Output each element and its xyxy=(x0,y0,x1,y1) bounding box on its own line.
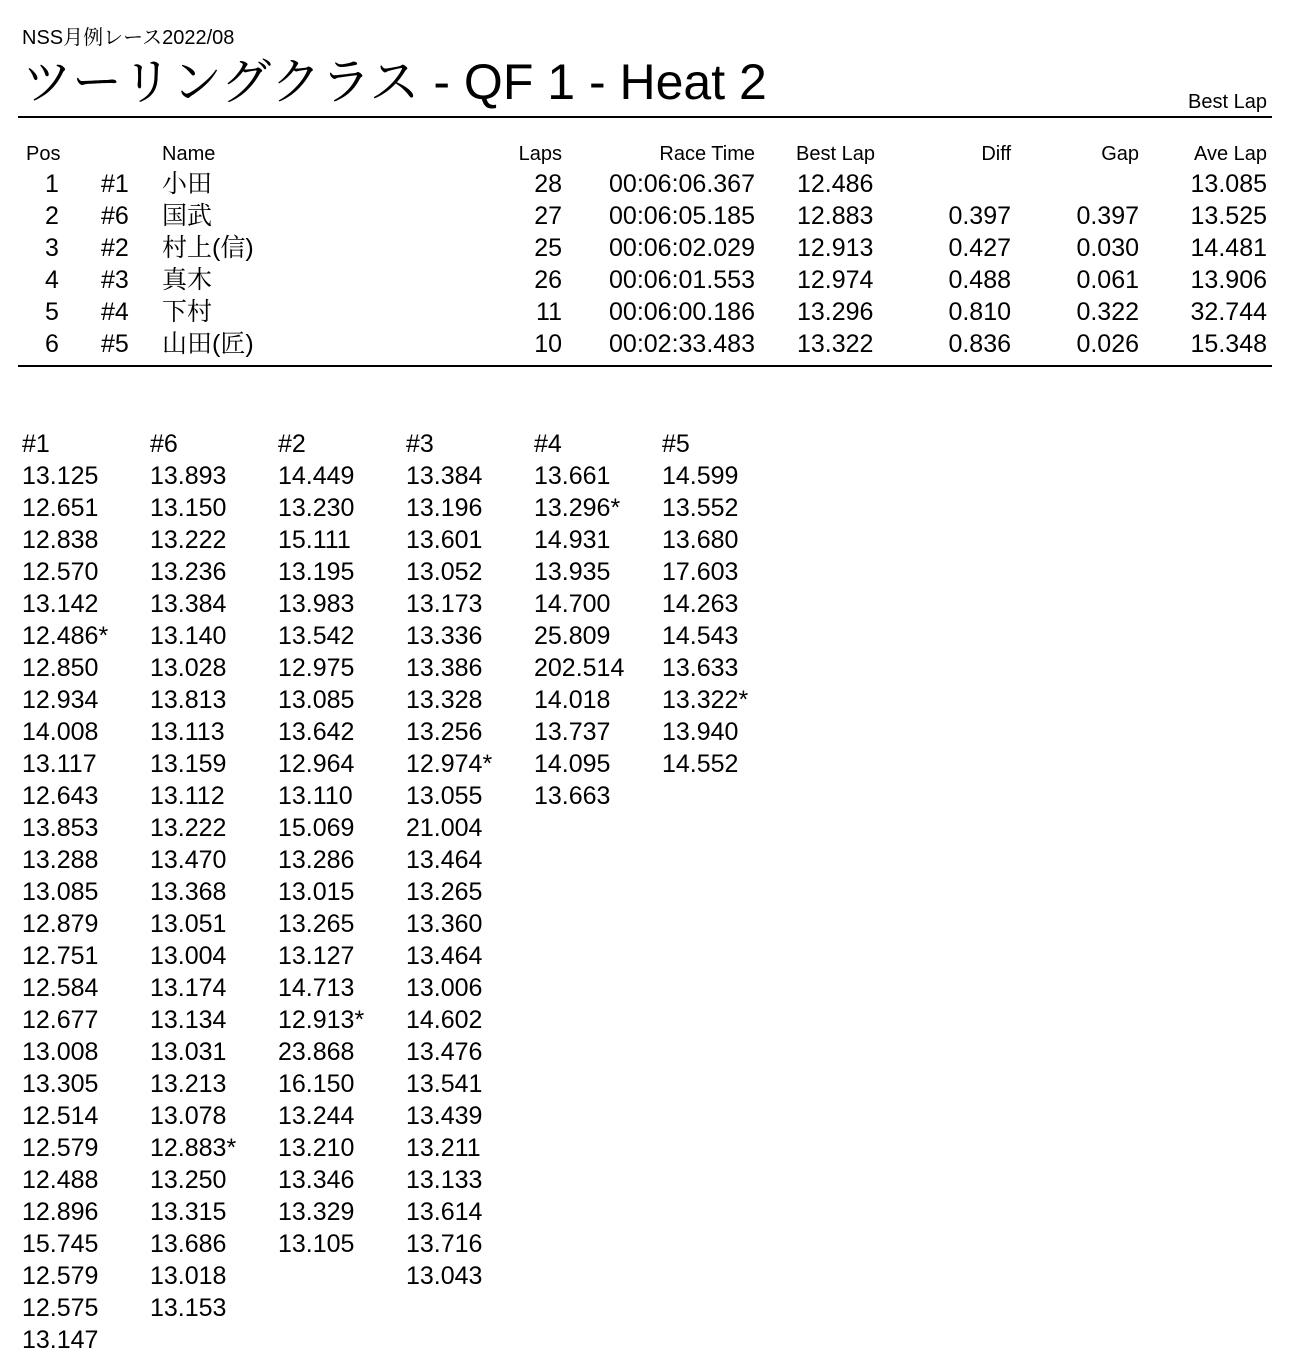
results-table xyxy=(0,142,1299,360)
lap-time: 14.095 xyxy=(534,750,611,778)
lap-time: 13.286 xyxy=(278,846,355,874)
lap-time: 12.850 xyxy=(22,654,99,682)
result-best-lap: 12.883 xyxy=(797,202,874,230)
lap-time: 14.449 xyxy=(278,462,355,490)
lap-time: 12.514 xyxy=(22,1102,99,1130)
lap-time: 13.346 xyxy=(278,1166,355,1194)
lap-time: 13.051 xyxy=(150,910,227,938)
lap-time: 13.105 xyxy=(278,1230,355,1258)
lap-time: 15.111 xyxy=(278,526,351,554)
result-best-lap: 13.322 xyxy=(797,330,874,358)
result-gap: 0.322 xyxy=(1076,298,1139,326)
lap-time: 13.386 xyxy=(406,654,483,682)
lap-time: 13.305 xyxy=(22,1070,99,1098)
lap-time: 14.700 xyxy=(534,590,611,618)
lap-time: 12.579 xyxy=(22,1134,99,1162)
result-row xyxy=(0,168,1299,200)
lap-time: 13.085 xyxy=(278,686,355,714)
result-laps: 27 xyxy=(534,202,562,230)
lap-time: 13.716 xyxy=(406,1230,483,1258)
result-driver-name: 真木 xyxy=(162,266,213,294)
results-body xyxy=(0,168,1299,360)
lap-time: 13.230 xyxy=(278,494,355,522)
result-ave-lap: 32.744 xyxy=(1190,298,1267,326)
lap-time: 13.328 xyxy=(406,686,483,714)
lap-time: 13.464 xyxy=(406,846,483,874)
result-diff: 0.397 xyxy=(948,202,1011,230)
lap-time: 14.552 xyxy=(662,750,739,778)
lap-time: 13.134 xyxy=(150,1006,227,1034)
lap-time: 202.514 xyxy=(534,654,625,682)
lap-time: 13.110 xyxy=(278,782,353,810)
lap-time: 13.614 xyxy=(406,1198,483,1226)
page-title: ツーリングクラス - QF 1 - Heat 2 xyxy=(22,54,767,110)
lap-time: 12.838 xyxy=(22,526,99,554)
lap-time: 13.542 xyxy=(278,622,355,650)
result-best-lap: 12.974 xyxy=(797,266,874,294)
lap-time: 13.384 xyxy=(406,462,483,490)
result-driver-name: 山田(匠) xyxy=(162,330,254,358)
result-driver-name: 国武 xyxy=(162,202,213,230)
lap-time: 12.651 xyxy=(22,494,99,522)
header-race-time: Race Time xyxy=(659,143,755,165)
result-diff: 0.810 xyxy=(948,298,1011,326)
results-header-row xyxy=(0,142,1299,166)
lap-time: 12.751 xyxy=(22,942,99,970)
lap-time: 13.384 xyxy=(150,590,227,618)
lap-time: 17.603 xyxy=(662,558,739,586)
lap-time: 13.661 xyxy=(534,462,611,490)
lap-column xyxy=(406,428,531,1292)
lap-column-header: #2 xyxy=(278,430,306,458)
lap-time: 13.315 xyxy=(150,1198,227,1226)
lap-time: 13.368 xyxy=(150,878,227,906)
lap-time: 13.893 xyxy=(150,462,227,490)
result-row xyxy=(0,264,1299,296)
lap-time: 12.883* xyxy=(150,1134,237,1162)
result-row xyxy=(0,232,1299,264)
result-row xyxy=(0,328,1299,360)
lap-time: 12.975 xyxy=(278,654,355,682)
lap-time: 13.541 xyxy=(406,1070,483,1098)
result-race-time: 00:06:00.186 xyxy=(609,298,755,326)
lap-time: 13.329 xyxy=(278,1198,355,1226)
lap-time: 13.052 xyxy=(406,558,483,586)
result-race-time: 00:06:05.185 xyxy=(609,202,755,230)
lap-time: 12.677 xyxy=(22,1006,99,1034)
lap-time: 13.006 xyxy=(406,974,483,1002)
lap-time: 13.196 xyxy=(406,494,483,522)
lap-column-header: #5 xyxy=(662,430,690,458)
lap-time: 12.964 xyxy=(278,750,355,778)
lap-time: 15.745 xyxy=(22,1230,99,1258)
lap-time: 13.250 xyxy=(150,1166,227,1194)
lap-time: 13.642 xyxy=(278,718,355,746)
lap-time: 13.211 xyxy=(406,1134,481,1162)
result-race-time: 00:06:01.553 xyxy=(609,266,755,294)
result-best-lap: 12.913 xyxy=(797,234,874,262)
result-ave-lap: 13.906 xyxy=(1190,266,1267,294)
lap-time: 13.265 xyxy=(406,878,483,906)
lap-time: 13.601 xyxy=(406,526,483,554)
result-row xyxy=(0,296,1299,328)
lap-column xyxy=(662,428,787,780)
lap-time: 25.809 xyxy=(534,622,611,650)
lap-time: 13.265 xyxy=(278,910,355,938)
header-gap: Gap xyxy=(1101,143,1139,165)
lap-time: 13.256 xyxy=(406,718,483,746)
lap-time: 12.643 xyxy=(22,782,99,810)
lap-time: 13.112 xyxy=(150,782,225,810)
result-race-time: 00:02:33.483 xyxy=(609,330,755,358)
lap-time: 13.195 xyxy=(278,558,355,586)
event-subtitle: NSS月例レース2022/08 xyxy=(22,27,235,49)
lap-time: 13.236 xyxy=(150,558,227,586)
lap-time: 13.222 xyxy=(150,814,227,842)
lap-column-header: #4 xyxy=(534,430,562,458)
result-ave-lap: 13.525 xyxy=(1190,202,1267,230)
lap-time: 12.570 xyxy=(22,558,99,586)
lap-time: 12.913* xyxy=(278,1006,365,1034)
lap-time: 12.579 xyxy=(22,1262,99,1290)
result-laps: 11 xyxy=(536,298,562,326)
lap-time: 13.663 xyxy=(534,782,611,810)
result-car-number: #2 xyxy=(101,234,129,262)
lap-column xyxy=(278,428,403,1260)
lap-time: 13.153 xyxy=(150,1294,227,1322)
result-driver-name: 下村 xyxy=(162,298,213,326)
result-race-time: 00:06:06.367 xyxy=(609,170,755,198)
lap-time: 13.737 xyxy=(534,718,611,746)
lap-time: 14.602 xyxy=(406,1006,483,1034)
result-diff: 0.836 xyxy=(948,330,1011,358)
lap-time: 12.575 xyxy=(22,1294,99,1322)
lap-time: 13.244 xyxy=(278,1102,355,1130)
lap-time: 13.008 xyxy=(22,1038,99,1066)
result-laps: 25 xyxy=(534,234,562,262)
result-car-number: #6 xyxy=(101,202,129,230)
lap-time: 13.133 xyxy=(406,1166,483,1194)
lap-time: 14.599 xyxy=(662,462,739,490)
lap-time: 13.127 xyxy=(278,942,355,970)
result-gap: 0.061 xyxy=(1076,266,1139,294)
result-laps: 28 xyxy=(534,170,562,198)
result-ave-lap: 14.481 xyxy=(1190,234,1267,262)
lap-time: 13.633 xyxy=(662,654,739,682)
result-laps: 10 xyxy=(534,330,562,358)
result-best-lap: 13.296 xyxy=(797,298,874,326)
lap-time: 13.055 xyxy=(406,782,483,810)
lap-column-header: #3 xyxy=(406,430,434,458)
lap-column xyxy=(22,428,147,1356)
lap-time: 13.360 xyxy=(406,910,483,938)
sort-label: Best Lap xyxy=(1188,91,1267,113)
lap-time: 13.004 xyxy=(150,942,227,970)
lap-time: 13.085 xyxy=(22,878,99,906)
lap-time: 13.680 xyxy=(662,526,739,554)
lap-time: 13.464 xyxy=(406,942,483,970)
lap-time: 13.288 xyxy=(22,846,99,874)
lap-time: 13.940 xyxy=(662,718,739,746)
lap-time: 12.879 xyxy=(22,910,99,938)
result-car-number: #5 xyxy=(101,330,129,358)
result-car-number: #3 xyxy=(101,266,129,294)
lap-time: 13.322* xyxy=(662,686,749,714)
result-ave-lap: 13.085 xyxy=(1190,170,1267,198)
header-diff: Diff xyxy=(981,143,1011,165)
result-race-time: 00:06:02.029 xyxy=(609,234,755,262)
lap-time: 12.934 xyxy=(22,686,99,714)
result-pos: 2 xyxy=(45,202,59,230)
lap-column xyxy=(150,428,275,1324)
result-driver-name: 村上(信) xyxy=(162,234,254,262)
lap-time: 13.296* xyxy=(534,494,621,522)
header-ave-lap: Ave Lap xyxy=(1193,143,1267,165)
lap-time: 23.868 xyxy=(278,1038,355,1066)
result-best-lap: 12.486 xyxy=(797,170,874,198)
result-ave-lap: 15.348 xyxy=(1190,330,1267,358)
lap-time: 13.150 xyxy=(150,494,227,522)
lap-time: 14.018 xyxy=(534,686,611,714)
lap-time: 13.125 xyxy=(22,462,99,490)
lap-time: 12.488 xyxy=(22,1166,99,1194)
lap-column xyxy=(534,428,659,812)
lap-time: 13.117 xyxy=(22,750,97,778)
lap-time: 13.173 xyxy=(406,590,483,618)
lap-time: 13.142 xyxy=(22,590,99,618)
result-gap: 0.397 xyxy=(1076,202,1139,230)
lap-time: 13.336 xyxy=(406,622,483,650)
lap-time: 12.584 xyxy=(22,974,99,1002)
lap-time: 13.028 xyxy=(150,654,227,682)
lap-time: 13.140 xyxy=(150,622,227,650)
header-name: Name xyxy=(162,143,216,165)
header-best-lap: Best Lap xyxy=(796,143,875,165)
lap-time: 13.439 xyxy=(406,1102,483,1130)
result-pos: 5 xyxy=(45,298,59,326)
lap-time: 13.174 xyxy=(150,974,227,1002)
result-pos: 1 xyxy=(45,170,59,198)
result-pos: 3 xyxy=(45,234,59,262)
lap-time: 13.222 xyxy=(150,526,227,554)
result-diff: 0.488 xyxy=(948,266,1011,294)
lap-time: 13.213 xyxy=(150,1070,227,1098)
result-car-number: #1 xyxy=(101,170,129,198)
lap-time: 13.552 xyxy=(662,494,739,522)
result-car-number: #4 xyxy=(101,298,129,326)
result-driver-name: 小田 xyxy=(162,170,213,198)
result-pos: 6 xyxy=(45,330,59,358)
result-row xyxy=(0,200,1299,232)
lap-time: 14.263 xyxy=(662,590,739,618)
lap-time: 12.974* xyxy=(406,750,493,778)
lap-time: 13.147 xyxy=(22,1326,99,1354)
result-laps: 26 xyxy=(534,266,562,294)
lap-time: 13.476 xyxy=(406,1038,483,1066)
lap-time: 12.896 xyxy=(22,1198,99,1226)
lap-time: 13.935 xyxy=(534,558,611,586)
lap-time: 14.713 xyxy=(278,974,355,1002)
lap-time: 14.543 xyxy=(662,622,739,650)
lap-time: 13.043 xyxy=(406,1262,483,1290)
lap-time: 21.004 xyxy=(406,814,483,842)
lap-time: 13.015 xyxy=(278,878,355,906)
lap-time: 14.931 xyxy=(534,526,611,554)
lap-time: 13.078 xyxy=(150,1102,227,1130)
lap-time: 13.159 xyxy=(150,750,227,778)
lap-time: 13.983 xyxy=(278,590,355,618)
lap-time: 12.486* xyxy=(22,622,109,650)
lap-time: 14.008 xyxy=(22,718,99,746)
lap-column-header: #6 xyxy=(150,430,178,458)
header-laps: Laps xyxy=(518,143,562,165)
result-gap: 0.026 xyxy=(1076,330,1139,358)
result-diff: 0.427 xyxy=(948,234,1011,262)
header-divider xyxy=(18,116,1272,118)
header-pos: Pos xyxy=(26,143,61,165)
lap-time: 16.150 xyxy=(278,1070,355,1098)
lap-time: 13.853 xyxy=(22,814,99,842)
lap-column-header: #1 xyxy=(22,430,50,458)
lap-time: 13.031 xyxy=(150,1038,227,1066)
lap-time: 15.069 xyxy=(278,814,355,842)
lap-time: 13.018 xyxy=(150,1262,227,1290)
results-divider xyxy=(18,365,1272,367)
lap-time: 13.470 xyxy=(150,846,227,874)
lap-time: 13.813 xyxy=(150,686,227,714)
lap-time: 13.113 xyxy=(150,718,225,746)
result-pos: 4 xyxy=(45,266,59,294)
result-gap: 0.030 xyxy=(1076,234,1139,262)
lap-time: 13.686 xyxy=(150,1230,227,1258)
lap-time: 13.210 xyxy=(278,1134,355,1162)
